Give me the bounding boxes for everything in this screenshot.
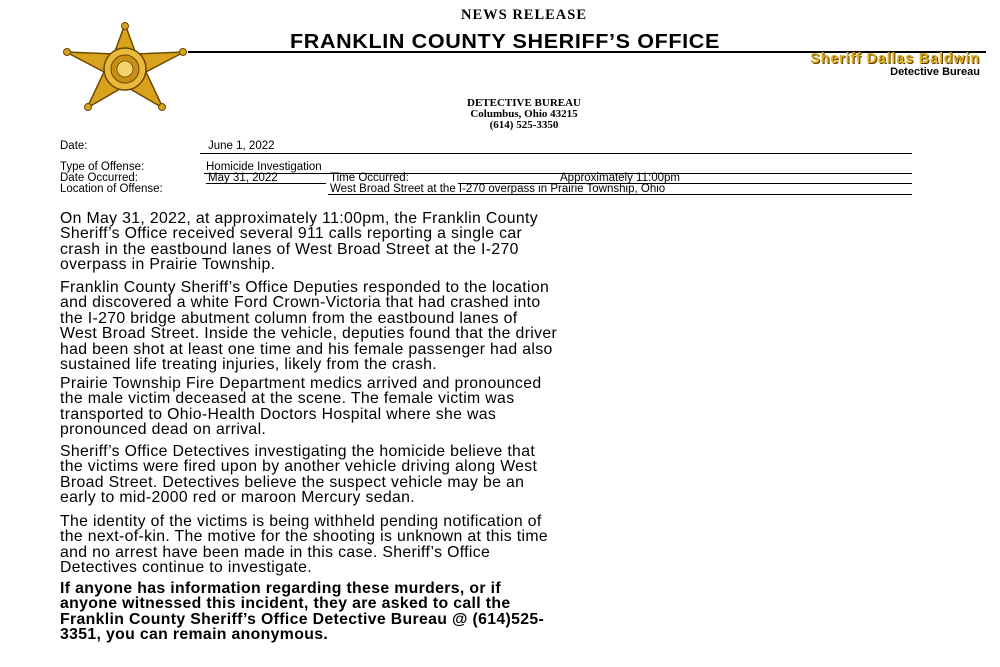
location-value: West Broad Street at the I-270 overpass in Prairie Township, Ohio — [330, 183, 666, 195]
text-line: early to mid-2000 red or maroon Mercury sedan. — [60, 489, 416, 507]
occurred-value: May 31, 2022 — [208, 172, 278, 184]
sheriff-name: Sheriff Dallas Baldwin — [810, 51, 980, 67]
date-value: June 1, 2022 — [208, 140, 275, 152]
text-line: Sheriff’s Office received several 911 calls reporting a single car — [60, 225, 523, 243]
address-block — [0, 98, 1000, 131]
text-line: Franklin County Sheriff’s Office Detective Bureau @ (614)525- — [60, 610, 545, 628]
paragraph-5 — [60, 514, 945, 576]
bureau-label: Detective Bureau — [890, 66, 980, 78]
star-seal-center — [117, 61, 133, 77]
agency-name: FRANKLIN COUNTY SHERIFF’S OFFICE — [290, 30, 720, 53]
text-line: overpass in Prairie Township. — [60, 256, 276, 274]
type-label: Type of Offense: — [60, 161, 145, 173]
text-line: Detectives continue to investigate. — [60, 559, 312, 577]
time-label: Time Occurred: — [330, 172, 409, 184]
text-line: The identity of the victims is being withheld pending notification of — [60, 513, 542, 530]
date-label: Date: — [60, 140, 88, 152]
text-line: and discovered a white Ford Crown-Victoria that had crashed into — [60, 294, 541, 312]
text-line: Franklin County Sheriff’s Office Deputies responded to the location — [60, 279, 550, 296]
paragraph-4 — [60, 444, 945, 506]
type-value: Homicide Investigation — [206, 161, 322, 173]
paragraph-3 — [60, 376, 945, 438]
time-value: Approximately 11:00pm — [560, 172, 680, 184]
address-line-2: Columbus, Ohio 43215 — [470, 108, 578, 120]
text-line: the I-270 bridge abutment column from the eastbound lanes of — [60, 309, 518, 327]
text-line: transported to Ohio-Health Doctors Hospital where she was — [60, 405, 497, 423]
text-line: On May 31, 2022, at approximately 11:00pm, the Franklin County — [60, 210, 539, 227]
star-tip — [122, 23, 129, 30]
text-line: the male victim deceased at the scene. The female victim was — [60, 390, 515, 408]
text-line: 3351, you can remain anonymous. — [60, 626, 329, 644]
star-tip — [64, 49, 71, 56]
date-underline — [200, 140, 912, 154]
text-line: West Broad Street. Inside the vehicle, deputies found that the driver — [60, 325, 558, 343]
paragraph-1 — [60, 211, 945, 273]
occurred-label: Date Occurred: — [60, 172, 138, 184]
text-line: Broad Street. Detectives believe the suspect vehicle may be an — [60, 473, 525, 491]
paragraph-6-call-to-action — [60, 581, 945, 643]
text-line: If anyone has information regarding these murders, or if — [60, 580, 501, 597]
text-line: Prairie Township Fire Department medics arrived and pronounced — [60, 375, 542, 392]
address-line-1: DETECTIVE BUREAU — [467, 97, 581, 109]
text-line: sustained life treating injuries, likely from the crash. — [60, 356, 437, 374]
paragraph-2 — [60, 280, 945, 372]
text-line: the victims were fired upon by another vehicle driving along West — [60, 458, 538, 476]
text-line: had been shot at least one time and his female passenger had also — [60, 340, 553, 358]
location-label: Location of Offense: — [60, 183, 163, 195]
address-line-3: (614) 525-3350 — [489, 119, 559, 131]
text-line: the next-of-kin. The motive for the shooting is unknown at this time — [60, 528, 548, 546]
text-line: Sheriff’s Office Detectives investigating the homicide believe that — [60, 443, 536, 460]
star-tip — [180, 49, 187, 56]
text-line: and no arrest have been made in this case. Sheriff’s Office — [60, 543, 491, 561]
text-line: pronounced dead on arrival. — [60, 421, 267, 439]
news-release-title: NEWS RELEASE — [460, 7, 588, 23]
text-line: anyone witnessed this incident, they are asked to call the — [60, 595, 511, 613]
text-line: crash in the eastbound lanes of West Broad Street at the I-270 — [60, 240, 519, 258]
